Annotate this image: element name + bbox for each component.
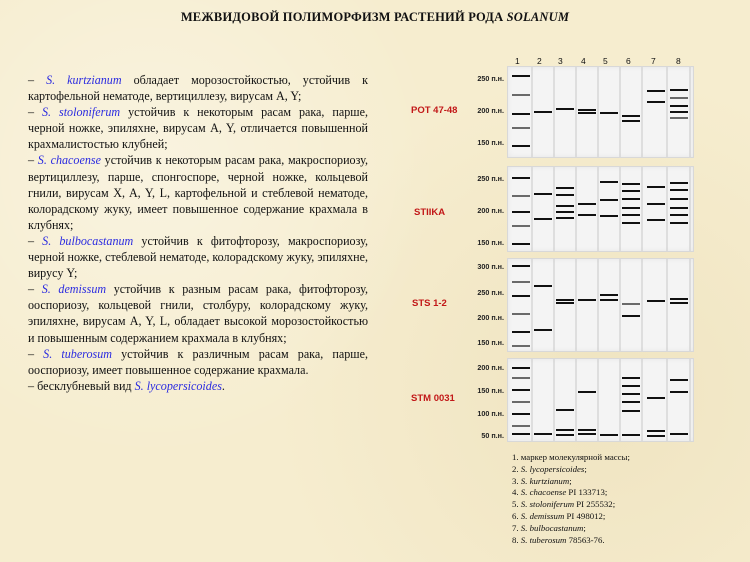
dna-band (647, 101, 665, 103)
dna-band (622, 183, 640, 185)
dna-band (512, 345, 530, 347)
dna-band (556, 217, 574, 219)
dna-band (670, 111, 688, 113)
title-text: МЕЖВИДОВОЙ ПОЛИМОРФИЗМ РАСТЕНИЙ РОДА (180, 10, 507, 24)
dna-band (670, 105, 688, 107)
gel-image-pot (507, 66, 694, 158)
dna-band (670, 198, 688, 200)
dna-band (670, 189, 688, 191)
dna-band (622, 377, 640, 379)
legend-text: PI 255532; (574, 499, 616, 510)
lane-separator (641, 167, 643, 251)
legend-species: S. bulbocastanum (520, 522, 584, 533)
dna-band (556, 409, 574, 411)
size-label: 150 п.н. (477, 138, 504, 147)
lane-number: 6 (626, 56, 631, 66)
dna-band (512, 295, 530, 297)
lane-separator (619, 67, 621, 157)
dna-band (556, 299, 574, 301)
dna-band (670, 182, 688, 184)
paragraph-prefix: бесклубневый вид (37, 378, 135, 393)
dna-band (670, 89, 688, 91)
lane-separator (619, 359, 621, 441)
dna-band (578, 391, 596, 393)
dash: – (28, 105, 42, 120)
dna-band (600, 112, 618, 114)
dna-band (512, 389, 530, 391)
lane-number: 3 (558, 56, 563, 66)
dna-band (600, 294, 618, 296)
dna-band (622, 393, 640, 395)
dna-band (512, 265, 530, 267)
dna-band (534, 329, 552, 331)
paragraph-text: устойчив к некоторым расам рака, макроспориозу, вертициллезу, парше, спонгоспоре, черной ножке, кольцевой гнили, вирусам X, A, Y, L, картофельной и стеблевой нематоде, колорадскому жуку, имеет повышенное содержание крахмала в клубнях; (28, 153, 368, 232)
paragraph-bulbocastanum (28, 233, 368, 281)
dna-band (512, 377, 530, 379)
dna-band (622, 385, 640, 387)
lane-number: 8 (676, 56, 681, 66)
dash: – (28, 282, 42, 297)
legend-item (512, 511, 712, 523)
legend-num: 3. (512, 475, 521, 486)
paragraph-demissum (28, 281, 368, 345)
lane-number: 4 (581, 56, 586, 66)
paragraph-text: устойчив к различным расам рака, парше, ооспориозу, имеет повышенное содержание крахмала. (28, 346, 368, 377)
size-label: 200 п.н. (477, 313, 504, 322)
paragraph-text: . (221, 378, 225, 393)
paragraph-text: устойчив к некоторым расам рака, парше, черной ножке, эпиляхне, вирусам A, Y, отличается повышенной крахмалистостью клубней; (28, 105, 368, 152)
marker-name-stm: STM 0031 (411, 393, 455, 404)
dna-band (512, 113, 530, 115)
lane-separator (666, 359, 668, 441)
dna-band (622, 207, 640, 209)
size-label: 100 п.н. (477, 409, 504, 418)
gel-image-sts (507, 258, 694, 352)
lane-separator (553, 359, 555, 441)
size-label: 200 п.н. (477, 106, 504, 115)
species-name: S. chacoense (37, 153, 101, 168)
dna-band (622, 115, 640, 117)
dna-band (578, 214, 596, 216)
lane-separator (666, 167, 668, 251)
dna-band (647, 300, 665, 302)
dna-band (670, 222, 688, 224)
dna-band (512, 425, 530, 427)
title-genus: SOLANUM (506, 10, 570, 24)
lane-separator (531, 67, 533, 157)
dna-band (622, 401, 640, 403)
legend-item (512, 476, 712, 488)
dna-band (622, 434, 640, 436)
legend-num: 1. (512, 452, 521, 462)
legend-text: маркер молекулярной массы; (520, 452, 630, 462)
dna-band (578, 299, 596, 301)
lane-separator (641, 67, 643, 157)
dna-band (647, 219, 665, 221)
dna-band (670, 97, 688, 99)
lane-separator (597, 359, 599, 441)
dna-band (512, 225, 530, 227)
size-label: 150 п.н. (477, 238, 504, 247)
dna-band (556, 108, 574, 110)
dash: – (28, 233, 43, 248)
page-title (0, 10, 750, 25)
lane-separator (641, 359, 643, 441)
dash: – (28, 73, 47, 87)
size-label: 250 п.н. (477, 288, 504, 297)
lane-separator (597, 167, 599, 251)
lane-separator (689, 259, 691, 351)
dna-band (512, 433, 530, 435)
lane-separator (689, 167, 691, 251)
paragraph-lycopersicoides (28, 378, 368, 394)
legend-species: S. chacoense (520, 487, 567, 498)
dna-band (600, 434, 618, 436)
size-label: 200 п.н. (477, 206, 504, 215)
dna-band (647, 397, 665, 399)
paragraph-text: устойчив к фитофторозу, макроспориозу, черной ножке, стеблевой нематоде, колорадскому жуку, эпиляхне, вирусу Y; (28, 233, 368, 281)
lane-number: 2 (537, 56, 542, 66)
dna-band (534, 218, 552, 220)
legend-species: S. tuberosum (520, 534, 567, 545)
marker-name-sts: STS 1-2 (412, 298, 447, 309)
legend-item (512, 464, 712, 476)
species-description (28, 72, 368, 394)
dna-band (622, 410, 640, 412)
size-label: 250 п.н. (477, 174, 504, 183)
lane-separator (619, 259, 621, 351)
paragraph-kurtzianum (28, 72, 368, 104)
dna-band (670, 302, 688, 304)
dna-band (512, 145, 530, 147)
dna-band (622, 120, 640, 122)
dna-band (647, 90, 665, 92)
legend-item (512, 499, 712, 511)
dna-band (647, 430, 665, 432)
dna-band (556, 211, 574, 213)
dna-band (670, 391, 688, 393)
dna-band (556, 187, 574, 189)
dna-band (512, 313, 530, 315)
size-label: 200 п.н. (477, 363, 504, 372)
dash: – (28, 378, 38, 393)
dna-band (512, 331, 530, 333)
lane-separator (666, 67, 668, 157)
legend-item (512, 452, 712, 464)
dna-band (512, 75, 530, 77)
lane-separator (531, 259, 533, 351)
legend-num: 7. (512, 522, 521, 533)
lane-legend (512, 452, 712, 546)
dna-band (670, 433, 688, 435)
dna-band (512, 243, 530, 245)
dna-band (622, 198, 640, 200)
species-name: S. lycopersicoides (134, 378, 222, 393)
dna-band (578, 112, 596, 114)
dna-band (622, 214, 640, 216)
dna-band (600, 299, 618, 301)
legend-num: 8. (512, 534, 521, 545)
dna-band (556, 205, 574, 207)
dna-band (578, 203, 596, 205)
lane-separator (553, 67, 555, 157)
dna-band (578, 433, 596, 435)
species-name: S. tuberosum (43, 346, 112, 361)
dna-band (512, 195, 530, 197)
lane-separator (575, 359, 577, 441)
dna-band (512, 401, 530, 403)
legend-text: ; (584, 463, 587, 474)
lane-separator (619, 167, 621, 251)
species-name: S. stoloniferum (41, 105, 121, 120)
dna-band (534, 111, 552, 113)
lane-number: 1 (515, 56, 520, 66)
size-label: 150 п.н. (477, 338, 504, 347)
dna-band (622, 315, 640, 317)
dna-band (512, 127, 530, 129)
dna-band (534, 193, 552, 195)
dna-band (647, 186, 665, 188)
size-label: 50 п.н. (481, 431, 504, 440)
marker-name-pot: POT 47-48 (411, 105, 458, 116)
dna-band (647, 435, 665, 437)
dna-band (622, 303, 640, 305)
dna-band (647, 203, 665, 205)
paragraph-text: устойчив к разным расам рака, фитофторозу, ооспориозу, кольцевой гнили, столбуру, колорадскому жуку, эпиляхне, вирусам A, Y, L, обладает высокой морозостойкостью и повышенным содержанием крахмала в клубнях; (28, 282, 368, 345)
lane-number: 5 (603, 56, 608, 66)
legend-text: PI 133713; (566, 487, 608, 498)
lane-separator (531, 167, 533, 251)
dna-band (600, 199, 618, 201)
lane-separator (575, 167, 577, 251)
paragraph-chacoense (28, 152, 368, 232)
size-label: 150 п.н. (477, 386, 504, 395)
dna-band (534, 285, 552, 287)
lane-separator (689, 359, 691, 441)
legend-num: 6. (512, 510, 521, 521)
legend-species: S. stoloniferum (520, 499, 575, 510)
legend-species: S. kurtzianum (520, 475, 570, 486)
lane-separator (531, 359, 533, 441)
dna-band (600, 181, 618, 183)
legend-item (512, 523, 712, 535)
gel-image-stiika (507, 166, 694, 252)
lane-separator (575, 259, 577, 351)
legend-item (512, 535, 712, 547)
dna-band (670, 214, 688, 216)
lane-separator (553, 259, 555, 351)
dna-band (622, 222, 640, 224)
dash: – (28, 153, 38, 168)
dna-band (578, 109, 596, 111)
dna-band (556, 302, 574, 304)
size-label: 300 п.н. (477, 262, 504, 271)
dna-band (578, 429, 596, 431)
legend-text: PI 498012; (564, 510, 606, 521)
dna-band (512, 211, 530, 213)
dna-band (556, 429, 574, 431)
dna-band (670, 379, 688, 381)
legend-num: 2. (512, 463, 521, 474)
dna-band (512, 177, 530, 179)
dna-band (512, 94, 530, 96)
dna-band (512, 281, 530, 283)
paragraph-stoloniferum (28, 104, 368, 152)
species-name: S. bulbocastanum (42, 233, 134, 248)
lane-number: 7 (651, 56, 656, 66)
lane-separator (641, 259, 643, 351)
legend-text: 78563-76. (566, 534, 605, 545)
paragraph-text: обладает морозостойкостью, устойчив к картофельной нематоде, вертициллезу, вирусам A, Y; (28, 73, 369, 104)
dna-band (670, 298, 688, 300)
dna-band (512, 367, 530, 369)
species-name: S. demissum (41, 282, 107, 297)
lane-separator (666, 259, 668, 351)
dna-band (600, 215, 618, 217)
dna-band (556, 194, 574, 196)
legend-num: 4. (512, 487, 521, 498)
dna-band (670, 207, 688, 209)
legend-text: ; (569, 475, 572, 486)
legend-text: ; (583, 522, 586, 533)
legend-species: S. lycopersicoides (520, 463, 585, 474)
lane-separator (597, 259, 599, 351)
lane-separator (575, 67, 577, 157)
dna-band (622, 190, 640, 192)
dna-band (556, 434, 574, 436)
legend-item (512, 487, 712, 499)
lane-separator (553, 167, 555, 251)
dash: – (28, 346, 44, 361)
legend-num: 5. (512, 499, 521, 510)
lane-separator (689, 67, 691, 157)
gel-image-stm (507, 358, 694, 442)
legend-species: S. demissum (520, 510, 565, 521)
dna-band (512, 413, 530, 415)
lane-separator (597, 67, 599, 157)
dna-band (534, 433, 552, 435)
size-label: 250 п.н. (477, 74, 504, 83)
species-name: S. kurtzianum (46, 73, 122, 87)
dna-band (670, 117, 688, 119)
paragraph-tuberosum (28, 346, 368, 378)
marker-name-stiika: STIIKA (414, 207, 446, 218)
